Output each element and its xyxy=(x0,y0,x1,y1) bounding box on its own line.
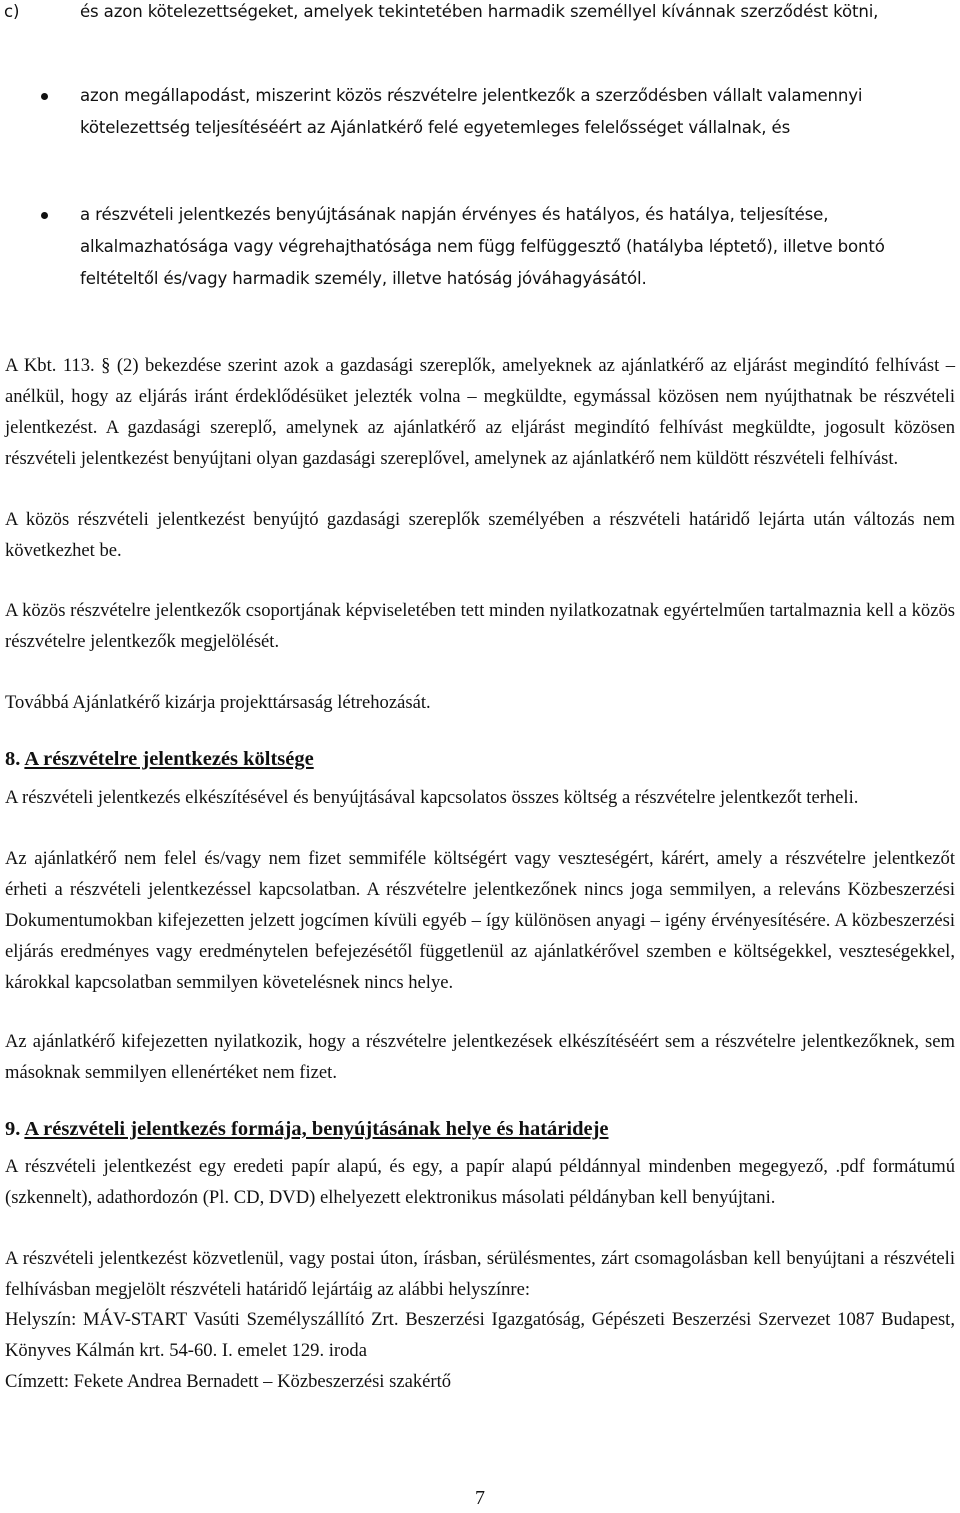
section-9-paragraph-2: A részvételi jelentkezést közvetlenül, vagy postai úton, írásban, sérülésmentes, zárt csomagolásban kell benyújtani a részvételi felhívásban megjelölt részvételi határidő lejártáig az alábbi helyszínre: xyxy=(5,1248,955,1300)
section-title: A részvételi jelentkezés formája, benyújtásának helye és határideje xyxy=(24,1118,609,1140)
section-9-heading xyxy=(5,1114,955,1145)
list-item-text: a részvételi jelentkezés benyújtásának napján érvényes és hatályos, és hatálya, teljesítése, alkalmazhatósága vagy végrehajthatósága nem függ felfüggesztő (hatályba léptető), illetve bontó feltételtől és/vagy harmadik személy, illetve hatóság jóváhagyásától. xyxy=(80,205,885,288)
bullet-icon xyxy=(41,212,48,219)
section-8-paragraph-3: Az ajánlatkérő kifejezetten nyilatkozik, hogy a részvételre jelentkezések elkészítéséért sem a részvételre jelentkezőknek, sem másoknak semmilyen ellenértéket nem fizet. xyxy=(5,1031,955,1083)
section-8-heading xyxy=(5,744,955,775)
section-8-paragraph-1: A részvételi jelentkezés elkészítésével és benyújtásával kapcsolatos összes költség a részvételre jelentkezőt terheli. xyxy=(5,787,859,808)
paragraph-representative: A közös részvételre jelentkezők csoportjának képviseletében tett minden nyilatkozatnak egyértelműen tartalmaznia kell a közös részvételre jelentkezők megjelölését. xyxy=(5,600,955,652)
section-9-location: Helyszín: MÁV-START Vasúti Személyszállító Zrt. Beszerzési Igazgatóság, Gépészeti Beszerzési Szervezet 1087 Budapest, Könyves Kálmán krt. 54-60. I. emelet 129. iroda xyxy=(5,1309,955,1361)
page-number: 7 xyxy=(475,1487,485,1509)
section-9-addressee: Címzett: Fekete Andrea Bernadett – Közbeszerzési szakértő xyxy=(5,1371,452,1392)
paragraph-deadline-change: A közös részvételi jelentkezést benyújtó gazdasági szereplők személyében a részvételi határidő lejárta után változás nem következhet be. xyxy=(5,509,955,561)
bullet-icon xyxy=(41,93,48,100)
section-number: 8. xyxy=(5,748,21,770)
paragraph-kbt-113: A Kbt. 113. § (2) bekezdése szerint azok a gazdasági szereplők, amelyeknek az ajánlatkérő az eljárást megindító felhívást – anélkül, hogy az eljárás iránt érdeklődésüket jelezték volna – megküldte, egymással közösen nem nyújthatnak be részvételi jelentkezést. A gazdasági szereplő, amelynek az ajánlatkérő az eljárást megindító felhívást megküldte, jogosult közösen részvételi jelentkezést benyújtani olyan gazdasági szereplővel, amelynek az ajánlatkérő nem küldött részvételi felhívást. xyxy=(5,355,955,469)
list-marker: c) xyxy=(4,2,20,21)
section-9-paragraph-1: A részvételi jelentkezést egy eredeti papír alapú, és egy, a papír alapú példánnyal mindenben megegyező, .pdf formátumú (szkennelt), adathordozón (Pl. CD, DVD) elhelyezett elektronikus másolati példányban kell benyújtani. xyxy=(5,1156,955,1208)
list-item-text: azon megállapodást, miszerint közös részvételre jelentkezők a szerződésben vállalt valamennyi kötelezettség teljesítéséért az Ajánlatkérő felé egyetemleges felelősséget vállalnak, és xyxy=(80,86,863,137)
section-8-paragraph-2: Az ajánlatkérő nem felel és/vagy nem fizet semmiféle költségért vagy veszteségért, kárért, amely a részvételre jelentkezőt érheti a részvételi jelentkezéssel kapcsolatban. A részvételre jelentkezőnek nincs joga semmilyen, a releváns Közbeszerzési Dokumentumokban kifejezetten jelzett jogcímen kívüli egyéb – így különösen anyagi – igény érvényesítésére. A közbeszerzési eljárás eredményes vagy eredménytelen befejezésétől függetlenül az ajánlatkérővel szemben e költségekkel, veszteségekkel, károkkal kapcsolatban semmilyen követelésnek nincs helye. xyxy=(5,848,955,993)
section-title: A részvételre jelentkezés költsége xyxy=(24,748,314,770)
paragraph-project-company: Továbbá Ajánlatkérő kizárja projekttársaság létrehozását. xyxy=(5,692,431,713)
list-item-text: és azon kötelezettségeket, amelyek tekintetében harmadik személlyel kívánnak szerződést kötni, xyxy=(80,2,879,21)
section-number: 9. xyxy=(5,1118,21,1140)
